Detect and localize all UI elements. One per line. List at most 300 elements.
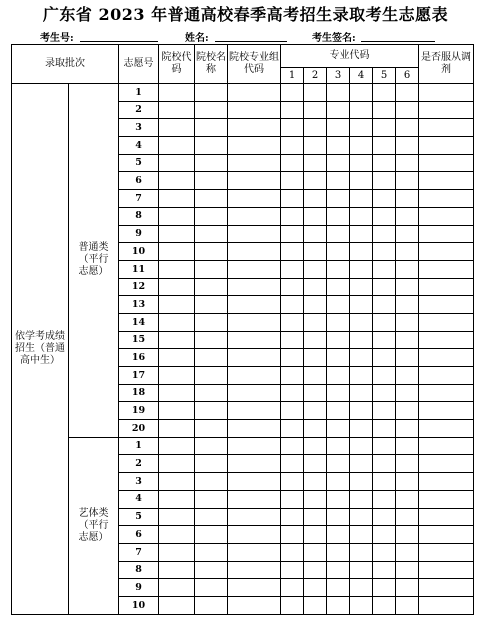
adjust-cell[interactable] (419, 172, 474, 190)
major-code-cell[interactable] (350, 579, 373, 597)
major-code-cell[interactable] (327, 508, 350, 526)
major-code-cell[interactable] (281, 296, 304, 314)
school-code-cell[interactable] (159, 190, 195, 208)
adjust-cell[interactable] (419, 367, 474, 385)
major-code-cell[interactable] (327, 331, 350, 349)
major-code-cell[interactable] (350, 331, 373, 349)
group-code-cell[interactable] (228, 243, 281, 261)
adjust-cell[interactable] (419, 101, 474, 119)
adjust-cell[interactable] (419, 596, 474, 614)
school-code-cell[interactable] (159, 84, 195, 102)
major-code-cell[interactable] (396, 172, 419, 190)
major-code-cell[interactable] (373, 508, 396, 526)
major-code-cell[interactable] (281, 154, 304, 172)
major-code-cell[interactable] (396, 137, 419, 155)
major-code-cell[interactable] (396, 367, 419, 385)
school-name-cell[interactable] (195, 543, 228, 561)
major-code-cell[interactable] (373, 296, 396, 314)
major-code-cell[interactable] (396, 384, 419, 402)
major-code-cell[interactable] (396, 190, 419, 208)
exam-no-blank[interactable] (80, 41, 158, 42)
major-code-cell[interactable] (327, 260, 350, 278)
major-code-cell[interactable] (304, 225, 327, 243)
major-code-cell[interactable] (350, 561, 373, 579)
major-code-cell[interactable] (304, 473, 327, 491)
major-code-cell[interactable] (281, 367, 304, 385)
adjust-cell[interactable] (419, 225, 474, 243)
major-code-cell[interactable] (281, 278, 304, 296)
school-code-cell[interactable] (159, 508, 195, 526)
school-code-cell[interactable] (159, 543, 195, 561)
school-code-cell[interactable] (159, 561, 195, 579)
major-code-cell[interactable] (396, 455, 419, 473)
major-code-cell[interactable] (304, 367, 327, 385)
school-code-cell[interactable] (159, 384, 195, 402)
major-code-cell[interactable] (373, 331, 396, 349)
school-code-cell[interactable] (159, 579, 195, 597)
adjust-cell[interactable] (419, 119, 474, 137)
major-code-cell[interactable] (373, 543, 396, 561)
major-code-cell[interactable] (327, 207, 350, 225)
major-code-cell[interactable] (350, 137, 373, 155)
group-code-cell[interactable] (228, 154, 281, 172)
major-code-cell[interactable] (304, 172, 327, 190)
major-code-cell[interactable] (304, 543, 327, 561)
school-code-cell[interactable] (159, 172, 195, 190)
adjust-cell[interactable] (419, 278, 474, 296)
major-code-cell[interactable] (396, 349, 419, 367)
major-code-cell[interactable] (281, 455, 304, 473)
major-code-cell[interactable] (396, 260, 419, 278)
school-name-cell[interactable] (195, 437, 228, 455)
major-code-cell[interactable] (373, 561, 396, 579)
school-name-cell[interactable] (195, 349, 228, 367)
adjust-cell[interactable] (419, 490, 474, 508)
school-name-cell[interactable] (195, 296, 228, 314)
major-code-cell[interactable] (327, 278, 350, 296)
major-code-cell[interactable] (396, 331, 419, 349)
major-code-cell[interactable] (327, 455, 350, 473)
major-code-cell[interactable] (350, 349, 373, 367)
major-code-cell[interactable] (304, 420, 327, 438)
school-name-cell[interactable] (195, 172, 228, 190)
major-code-cell[interactable] (304, 243, 327, 261)
school-name-cell[interactable] (195, 243, 228, 261)
group-code-cell[interactable] (228, 101, 281, 119)
major-code-cell[interactable] (304, 207, 327, 225)
major-code-cell[interactable] (304, 154, 327, 172)
school-name-cell[interactable] (195, 313, 228, 331)
major-code-cell[interactable] (327, 384, 350, 402)
major-code-cell[interactable] (350, 384, 373, 402)
major-code-cell[interactable] (396, 101, 419, 119)
adjust-cell[interactable] (419, 296, 474, 314)
major-code-cell[interactable] (327, 349, 350, 367)
major-code-cell[interactable] (350, 84, 373, 102)
group-code-cell[interactable] (228, 225, 281, 243)
major-code-cell[interactable] (350, 543, 373, 561)
major-code-cell[interactable] (304, 260, 327, 278)
school-code-cell[interactable] (159, 243, 195, 261)
major-code-cell[interactable] (396, 154, 419, 172)
school-name-cell[interactable] (195, 101, 228, 119)
school-name-cell[interactable] (195, 508, 228, 526)
major-code-cell[interactable] (327, 437, 350, 455)
adjust-cell[interactable] (419, 473, 474, 491)
major-code-cell[interactable] (327, 119, 350, 137)
school-code-cell[interactable] (159, 119, 195, 137)
major-code-cell[interactable] (373, 225, 396, 243)
major-code-cell[interactable] (304, 331, 327, 349)
school-name-cell[interactable] (195, 402, 228, 420)
major-code-cell[interactable] (350, 243, 373, 261)
adjust-cell[interactable] (419, 579, 474, 597)
adjust-cell[interactable] (419, 437, 474, 455)
major-code-cell[interactable] (327, 367, 350, 385)
school-code-cell[interactable] (159, 331, 195, 349)
major-code-cell[interactable] (281, 579, 304, 597)
major-code-cell[interactable] (327, 596, 350, 614)
major-code-cell[interactable] (327, 190, 350, 208)
adjust-cell[interactable] (419, 154, 474, 172)
major-code-cell[interactable] (304, 190, 327, 208)
adjust-cell[interactable] (419, 420, 474, 438)
school-code-cell[interactable] (159, 313, 195, 331)
major-code-cell[interactable] (350, 526, 373, 544)
adjust-cell[interactable] (419, 349, 474, 367)
school-code-cell[interactable] (159, 596, 195, 614)
school-code-cell[interactable] (159, 296, 195, 314)
school-name-cell[interactable] (195, 561, 228, 579)
major-code-cell[interactable] (327, 225, 350, 243)
major-code-cell[interactable] (304, 508, 327, 526)
school-code-cell[interactable] (159, 137, 195, 155)
major-code-cell[interactable] (281, 84, 304, 102)
group-code-cell[interactable] (228, 278, 281, 296)
major-code-cell[interactable] (281, 596, 304, 614)
adjust-cell[interactable] (419, 207, 474, 225)
school-name-cell[interactable] (195, 225, 228, 243)
major-code-cell[interactable] (281, 331, 304, 349)
major-code-cell[interactable] (350, 190, 373, 208)
major-code-cell[interactable] (396, 225, 419, 243)
major-code-cell[interactable] (373, 260, 396, 278)
major-code-cell[interactable] (396, 420, 419, 438)
major-code-cell[interactable] (350, 437, 373, 455)
major-code-cell[interactable] (373, 384, 396, 402)
adjust-cell[interactable] (419, 455, 474, 473)
school-name-cell[interactable] (195, 84, 228, 102)
school-code-cell[interactable] (159, 455, 195, 473)
major-code-cell[interactable] (396, 84, 419, 102)
major-code-cell[interactable] (304, 101, 327, 119)
major-code-cell[interactable] (281, 561, 304, 579)
major-code-cell[interactable] (304, 437, 327, 455)
major-code-cell[interactable] (350, 207, 373, 225)
group-code-cell[interactable] (228, 349, 281, 367)
major-code-cell[interactable] (304, 84, 327, 102)
group-code-cell[interactable] (228, 313, 281, 331)
major-code-cell[interactable] (373, 579, 396, 597)
major-code-cell[interactable] (281, 243, 304, 261)
major-code-cell[interactable] (373, 313, 396, 331)
group-code-cell[interactable] (228, 543, 281, 561)
school-code-cell[interactable] (159, 225, 195, 243)
major-code-cell[interactable] (327, 490, 350, 508)
major-code-cell[interactable] (281, 384, 304, 402)
major-code-cell[interactable] (373, 349, 396, 367)
major-code-cell[interactable] (373, 243, 396, 261)
major-code-cell[interactable] (373, 172, 396, 190)
group-code-cell[interactable] (228, 207, 281, 225)
group-code-cell[interactable] (228, 190, 281, 208)
school-code-cell[interactable] (159, 490, 195, 508)
major-code-cell[interactable] (373, 119, 396, 137)
school-name-cell[interactable] (195, 420, 228, 438)
major-code-cell[interactable] (373, 455, 396, 473)
school-code-cell[interactable] (159, 349, 195, 367)
major-code-cell[interactable] (350, 455, 373, 473)
school-name-cell[interactable] (195, 384, 228, 402)
group-code-cell[interactable] (228, 437, 281, 455)
major-code-cell[interactable] (281, 225, 304, 243)
major-code-cell[interactable] (350, 278, 373, 296)
major-code-cell[interactable] (304, 137, 327, 155)
major-code-cell[interactable] (281, 437, 304, 455)
school-code-cell[interactable] (159, 101, 195, 119)
major-code-cell[interactable] (396, 508, 419, 526)
school-name-cell[interactable] (195, 367, 228, 385)
major-code-cell[interactable] (327, 543, 350, 561)
major-code-cell[interactable] (350, 101, 373, 119)
adjust-cell[interactable] (419, 137, 474, 155)
school-name-cell[interactable] (195, 331, 228, 349)
school-code-cell[interactable] (159, 437, 195, 455)
school-name-cell[interactable] (195, 579, 228, 597)
major-code-cell[interactable] (281, 402, 304, 420)
major-code-cell[interactable] (327, 296, 350, 314)
group-code-cell[interactable] (228, 119, 281, 137)
major-code-cell[interactable] (350, 490, 373, 508)
major-code-cell[interactable] (350, 402, 373, 420)
major-code-cell[interactable] (327, 473, 350, 491)
major-code-cell[interactable] (396, 579, 419, 597)
major-code-cell[interactable] (304, 296, 327, 314)
major-code-cell[interactable] (396, 437, 419, 455)
major-code-cell[interactable] (373, 526, 396, 544)
school-code-cell[interactable] (159, 278, 195, 296)
group-code-cell[interactable] (228, 508, 281, 526)
major-code-cell[interactable] (281, 101, 304, 119)
major-code-cell[interactable] (281, 137, 304, 155)
school-name-cell[interactable] (195, 278, 228, 296)
major-code-cell[interactable] (373, 278, 396, 296)
group-code-cell[interactable] (228, 384, 281, 402)
group-code-cell[interactable] (228, 596, 281, 614)
school-name-cell[interactable] (195, 455, 228, 473)
major-code-cell[interactable] (396, 543, 419, 561)
major-code-cell[interactable] (281, 119, 304, 137)
school-name-cell[interactable] (195, 119, 228, 137)
school-name-cell[interactable] (195, 137, 228, 155)
major-code-cell[interactable] (396, 296, 419, 314)
major-code-cell[interactable] (396, 596, 419, 614)
major-code-cell[interactable] (327, 243, 350, 261)
major-code-cell[interactable] (350, 473, 373, 491)
major-code-cell[interactable] (350, 508, 373, 526)
major-code-cell[interactable] (373, 402, 396, 420)
major-code-cell[interactable] (281, 526, 304, 544)
school-name-cell[interactable] (195, 260, 228, 278)
school-name-cell[interactable] (195, 490, 228, 508)
adjust-cell[interactable] (419, 260, 474, 278)
group-code-cell[interactable] (228, 402, 281, 420)
adjust-cell[interactable] (419, 190, 474, 208)
major-code-cell[interactable] (304, 313, 327, 331)
major-code-cell[interactable] (327, 561, 350, 579)
school-name-cell[interactable] (195, 473, 228, 491)
major-code-cell[interactable] (350, 367, 373, 385)
major-code-cell[interactable] (396, 490, 419, 508)
major-code-cell[interactable] (373, 154, 396, 172)
group-code-cell[interactable] (228, 367, 281, 385)
major-code-cell[interactable] (327, 402, 350, 420)
major-code-cell[interactable] (304, 490, 327, 508)
major-code-cell[interactable] (373, 596, 396, 614)
adjust-cell[interactable] (419, 508, 474, 526)
major-code-cell[interactable] (304, 526, 327, 544)
major-code-cell[interactable] (373, 420, 396, 438)
major-code-cell[interactable] (281, 420, 304, 438)
group-code-cell[interactable] (228, 579, 281, 597)
school-name-cell[interactable] (195, 207, 228, 225)
major-code-cell[interactable] (396, 313, 419, 331)
major-code-cell[interactable] (350, 313, 373, 331)
school-code-cell[interactable] (159, 526, 195, 544)
major-code-cell[interactable] (396, 278, 419, 296)
adjust-cell[interactable] (419, 526, 474, 544)
major-code-cell[interactable] (281, 473, 304, 491)
major-code-cell[interactable] (373, 207, 396, 225)
major-code-cell[interactable] (373, 367, 396, 385)
major-code-cell[interactable] (373, 473, 396, 491)
adjust-cell[interactable] (419, 243, 474, 261)
school-code-cell[interactable] (159, 260, 195, 278)
major-code-cell[interactable] (396, 207, 419, 225)
major-code-cell[interactable] (350, 420, 373, 438)
major-code-cell[interactable] (281, 490, 304, 508)
major-code-cell[interactable] (373, 437, 396, 455)
major-code-cell[interactable] (304, 596, 327, 614)
adjust-cell[interactable] (419, 543, 474, 561)
group-code-cell[interactable] (228, 331, 281, 349)
major-code-cell[interactable] (396, 526, 419, 544)
major-code-cell[interactable] (304, 119, 327, 137)
school-code-cell[interactable] (159, 473, 195, 491)
major-code-cell[interactable] (350, 225, 373, 243)
major-code-cell[interactable] (396, 119, 419, 137)
major-code-cell[interactable] (327, 137, 350, 155)
major-code-cell[interactable] (304, 579, 327, 597)
major-code-cell[interactable] (373, 137, 396, 155)
major-code-cell[interactable] (327, 101, 350, 119)
name-blank[interactable] (215, 41, 287, 42)
major-code-cell[interactable] (396, 402, 419, 420)
major-code-cell[interactable] (304, 561, 327, 579)
major-code-cell[interactable] (350, 154, 373, 172)
group-code-cell[interactable] (228, 473, 281, 491)
major-code-cell[interactable] (373, 101, 396, 119)
group-code-cell[interactable] (228, 455, 281, 473)
major-code-cell[interactable] (373, 190, 396, 208)
major-code-cell[interactable] (281, 313, 304, 331)
major-code-cell[interactable] (327, 172, 350, 190)
school-name-cell[interactable] (195, 596, 228, 614)
major-code-cell[interactable] (396, 561, 419, 579)
major-code-cell[interactable] (327, 84, 350, 102)
adjust-cell[interactable] (419, 84, 474, 102)
adjust-cell[interactable] (419, 331, 474, 349)
signature-blank[interactable] (361, 41, 435, 42)
group-code-cell[interactable] (228, 561, 281, 579)
school-name-cell[interactable] (195, 154, 228, 172)
group-code-cell[interactable] (228, 420, 281, 438)
group-code-cell[interactable] (228, 526, 281, 544)
group-code-cell[interactable] (228, 260, 281, 278)
school-code-cell[interactable] (159, 367, 195, 385)
school-code-cell[interactable] (159, 420, 195, 438)
major-code-cell[interactable] (327, 154, 350, 172)
adjust-cell[interactable] (419, 313, 474, 331)
group-code-cell[interactable] (228, 84, 281, 102)
major-code-cell[interactable] (350, 172, 373, 190)
school-code-cell[interactable] (159, 402, 195, 420)
major-code-cell[interactable] (281, 207, 304, 225)
major-code-cell[interactable] (350, 260, 373, 278)
major-code-cell[interactable] (350, 596, 373, 614)
major-code-cell[interactable] (304, 384, 327, 402)
major-code-cell[interactable] (281, 190, 304, 208)
major-code-cell[interactable] (281, 349, 304, 367)
adjust-cell[interactable] (419, 402, 474, 420)
major-code-cell[interactable] (304, 349, 327, 367)
school-code-cell[interactable] (159, 207, 195, 225)
adjust-cell[interactable] (419, 384, 474, 402)
major-code-cell[interactable] (304, 455, 327, 473)
major-code-cell[interactable] (350, 296, 373, 314)
group-code-cell[interactable] (228, 490, 281, 508)
major-code-cell[interactable] (327, 526, 350, 544)
major-code-cell[interactable] (350, 119, 373, 137)
major-code-cell[interactable] (304, 402, 327, 420)
major-code-cell[interactable] (281, 508, 304, 526)
major-code-cell[interactable] (373, 84, 396, 102)
major-code-cell[interactable] (327, 420, 350, 438)
school-name-cell[interactable] (195, 190, 228, 208)
major-code-cell[interactable] (281, 172, 304, 190)
major-code-cell[interactable] (281, 543, 304, 561)
major-code-cell[interactable] (304, 278, 327, 296)
major-code-cell[interactable] (396, 473, 419, 491)
school-name-cell[interactable] (195, 526, 228, 544)
adjust-cell[interactable] (419, 561, 474, 579)
group-code-cell[interactable] (228, 296, 281, 314)
major-code-cell[interactable] (327, 579, 350, 597)
group-code-cell[interactable] (228, 137, 281, 155)
major-code-cell[interactable] (327, 313, 350, 331)
major-code-cell[interactable] (281, 260, 304, 278)
major-code-cell[interactable] (373, 490, 396, 508)
